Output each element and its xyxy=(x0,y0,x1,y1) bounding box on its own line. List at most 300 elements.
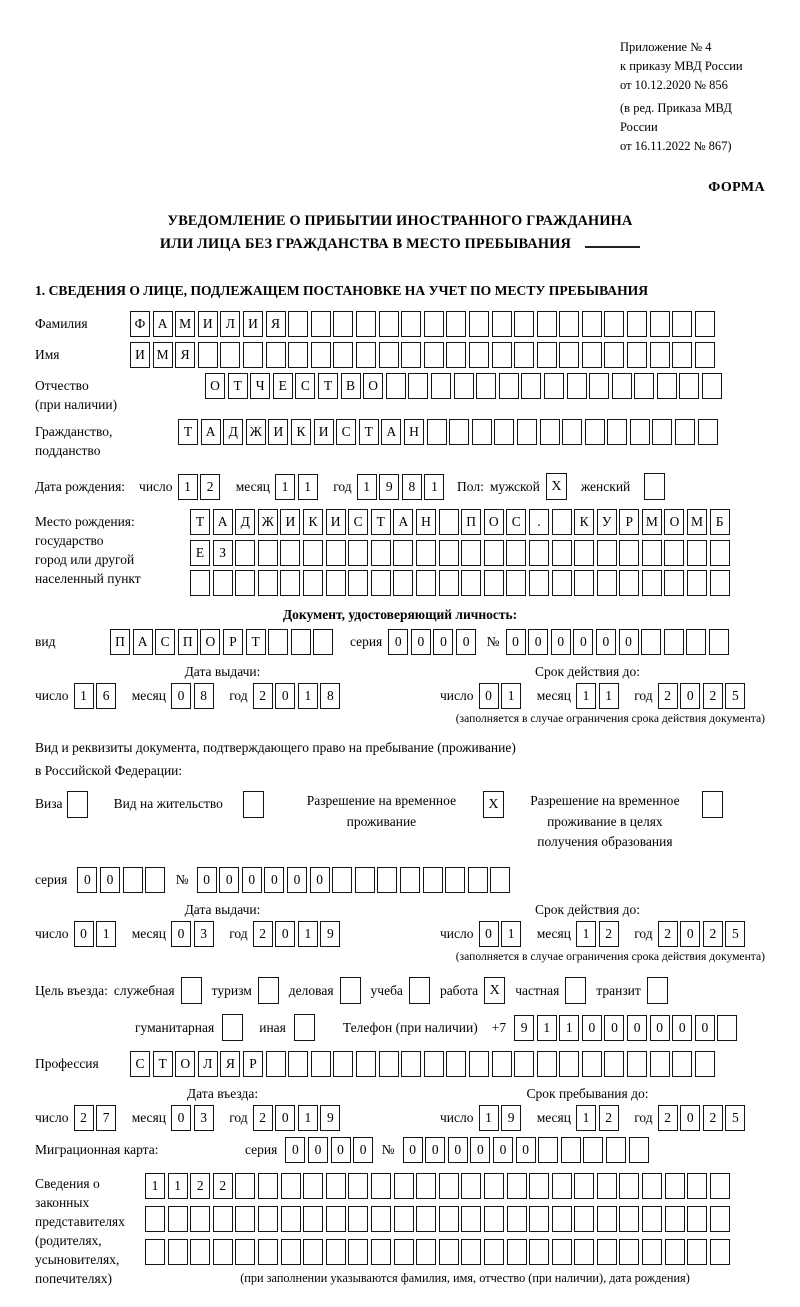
birthplace-cells-1[interactable] xyxy=(190,509,732,535)
migration-number-cells[interactable] xyxy=(403,1137,652,1163)
char-cell[interactable] xyxy=(559,311,579,337)
char-cell[interactable] xyxy=(597,540,617,566)
char-cell[interactable] xyxy=(243,342,263,368)
char-cell[interactable]: И xyxy=(314,419,334,445)
char-cell[interactable] xyxy=(657,373,677,399)
valid-day-cells[interactable] xyxy=(479,683,524,709)
char-cell[interactable] xyxy=(583,1137,603,1163)
char-cell[interactable]: Р xyxy=(223,629,243,655)
stay-year-cells[interactable] xyxy=(658,1105,748,1131)
char-cell[interactable]: 0 xyxy=(275,921,295,947)
char-cell[interactable] xyxy=(494,419,514,445)
char-cell[interactable]: 0 xyxy=(171,683,191,709)
char-cell[interactable] xyxy=(687,1173,707,1199)
char-cell[interactable]: 1 xyxy=(576,683,596,709)
char-cell[interactable] xyxy=(514,342,534,368)
char-cell[interactable] xyxy=(416,1239,436,1265)
char-cell[interactable]: 0 xyxy=(479,921,499,947)
char-cell[interactable] xyxy=(619,570,639,596)
char-cell[interactable] xyxy=(562,419,582,445)
char-cell[interactable]: 0 xyxy=(506,629,526,655)
char-cell[interactable] xyxy=(484,540,504,566)
representatives-cells-3[interactable] xyxy=(145,1239,745,1265)
char-cell[interactable] xyxy=(619,540,639,566)
char-cell[interactable] xyxy=(446,1051,466,1077)
char-cell[interactable]: Т xyxy=(371,509,391,535)
char-cell[interactable]: 1 xyxy=(298,1105,318,1131)
migration-series-cells[interactable] xyxy=(285,1137,375,1163)
char-cell[interactable] xyxy=(258,1239,278,1265)
char-cell[interactable] xyxy=(348,1239,368,1265)
char-cell[interactable]: 0 xyxy=(680,1105,700,1131)
issue-year-cells[interactable] xyxy=(253,921,343,947)
char-cell[interactable] xyxy=(710,570,730,596)
char-cell[interactable]: Т xyxy=(318,373,338,399)
char-cell[interactable]: Н xyxy=(404,419,424,445)
char-cell[interactable]: 0 xyxy=(331,1137,351,1163)
char-cell[interactable] xyxy=(484,570,504,596)
char-cell[interactable]: 5 xyxy=(725,683,745,709)
char-cell[interactable] xyxy=(401,1051,421,1077)
birth-month-cells[interactable] xyxy=(275,474,320,500)
char-cell[interactable] xyxy=(439,1206,459,1232)
char-cell[interactable] xyxy=(606,1137,626,1163)
char-cell[interactable] xyxy=(559,342,579,368)
char-cell[interactable] xyxy=(698,419,718,445)
char-cell[interactable]: 0 xyxy=(242,867,262,893)
char-cell[interactable] xyxy=(303,540,323,566)
char-cell[interactable]: К xyxy=(291,419,311,445)
char-cell[interactable]: 0 xyxy=(573,629,593,655)
valid-month-cells[interactable] xyxy=(576,921,621,947)
char-cell[interactable] xyxy=(332,867,352,893)
char-cell[interactable]: 0 xyxy=(287,867,307,893)
char-cell[interactable] xyxy=(619,1173,639,1199)
char-cell[interactable]: Р xyxy=(619,509,639,535)
char-cell[interactable] xyxy=(416,540,436,566)
char-cell[interactable]: Д xyxy=(223,419,243,445)
char-cell[interactable] xyxy=(506,570,526,596)
char-cell[interactable]: 2 xyxy=(74,1105,94,1131)
char-cell[interactable] xyxy=(604,1051,624,1077)
char-cell[interactable]: 1 xyxy=(298,921,318,947)
char-cell[interactable] xyxy=(235,1206,255,1232)
char-cell[interactable] xyxy=(213,1206,233,1232)
char-cell[interactable] xyxy=(552,1239,572,1265)
char-cell[interactable] xyxy=(393,570,413,596)
char-cell[interactable] xyxy=(424,1051,444,1077)
char-cell[interactable] xyxy=(507,1239,527,1265)
char-cell[interactable] xyxy=(664,540,684,566)
char-cell[interactable]: О xyxy=(363,373,383,399)
char-cell[interactable] xyxy=(326,1239,346,1265)
char-cell[interactable] xyxy=(461,1173,481,1199)
char-cell[interactable] xyxy=(672,311,692,337)
char-cell[interactable]: 2 xyxy=(200,474,220,500)
char-cell[interactable]: 1 xyxy=(501,683,521,709)
name-cells[interactable] xyxy=(130,342,717,368)
char-cell[interactable] xyxy=(449,419,469,445)
char-cell[interactable] xyxy=(423,867,443,893)
char-cell[interactable]: А xyxy=(153,311,173,337)
char-cell[interactable]: 2 xyxy=(190,1173,210,1199)
char-cell[interactable] xyxy=(431,373,451,399)
char-cell[interactable] xyxy=(439,540,459,566)
char-cell[interactable] xyxy=(377,867,397,893)
char-cell[interactable]: 0 xyxy=(433,629,453,655)
char-cell[interactable]: 0 xyxy=(493,1137,513,1163)
birth-day-cells[interactable] xyxy=(178,474,223,500)
char-cell[interactable] xyxy=(303,1239,323,1265)
char-cell[interactable]: О xyxy=(484,509,504,535)
char-cell[interactable]: 0 xyxy=(308,1137,328,1163)
char-cell[interactable]: С xyxy=(336,419,356,445)
char-cell[interactable] xyxy=(445,867,465,893)
char-cell[interactable] xyxy=(213,570,233,596)
checkbox-tourism[interactable] xyxy=(258,977,279,1004)
char-cell[interactable] xyxy=(544,373,564,399)
char-cell[interactable] xyxy=(574,570,594,596)
char-cell[interactable]: Л xyxy=(220,311,240,337)
char-cell[interactable]: П xyxy=(178,629,198,655)
birth-year-cells[interactable] xyxy=(357,474,447,500)
char-cell[interactable] xyxy=(266,342,286,368)
checkbox-visa[interactable] xyxy=(67,791,88,818)
checkbox-other[interactable] xyxy=(294,1014,315,1041)
char-cell[interactable]: 0 xyxy=(74,921,94,947)
char-cell[interactable] xyxy=(198,342,218,368)
char-cell[interactable] xyxy=(514,1051,534,1077)
char-cell[interactable] xyxy=(597,1173,617,1199)
char-cell[interactable]: 0 xyxy=(197,867,217,893)
char-cell[interactable] xyxy=(235,1173,255,1199)
char-cell[interactable]: А xyxy=(133,629,153,655)
char-cell[interactable] xyxy=(529,1206,549,1232)
char-cell[interactable]: 1 xyxy=(537,1015,557,1041)
char-cell[interactable] xyxy=(582,311,602,337)
char-cell[interactable] xyxy=(499,373,519,399)
char-cell[interactable]: 3 xyxy=(194,921,214,947)
char-cell[interactable]: 1 xyxy=(576,1105,596,1131)
char-cell[interactable] xyxy=(446,342,466,368)
char-cell[interactable] xyxy=(303,1173,323,1199)
char-cell[interactable]: С xyxy=(295,373,315,399)
representatives-cells-2[interactable] xyxy=(145,1206,745,1232)
char-cell[interactable] xyxy=(582,1051,602,1077)
char-cell[interactable]: 0 xyxy=(448,1137,468,1163)
char-cell[interactable]: А xyxy=(213,509,233,535)
char-cell[interactable]: А xyxy=(393,509,413,535)
char-cell[interactable] xyxy=(145,1206,165,1232)
char-cell[interactable] xyxy=(574,1239,594,1265)
char-cell[interactable] xyxy=(717,1015,737,1041)
checkbox-transit[interactable] xyxy=(647,977,668,1004)
char-cell[interactable]: 2 xyxy=(213,1173,233,1199)
char-cell[interactable]: 0 xyxy=(100,867,120,893)
char-cell[interactable] xyxy=(687,540,707,566)
char-cell[interactable] xyxy=(507,1206,527,1232)
char-cell[interactable]: 0 xyxy=(650,1015,670,1041)
valid-year-cells[interactable] xyxy=(658,921,748,947)
char-cell[interactable]: У xyxy=(597,509,617,535)
char-cell[interactable] xyxy=(401,311,421,337)
char-cell[interactable] xyxy=(356,1051,376,1077)
char-cell[interactable]: О xyxy=(205,373,225,399)
char-cell[interactable] xyxy=(356,311,376,337)
stay-day-cells[interactable] xyxy=(479,1105,524,1131)
birthplace-cells-2[interactable] xyxy=(190,540,732,566)
entry-month-cells[interactable] xyxy=(171,1105,216,1131)
char-cell[interactable] xyxy=(552,509,572,535)
char-cell[interactable] xyxy=(268,629,288,655)
char-cell[interactable]: И xyxy=(198,311,218,337)
char-cell[interactable] xyxy=(686,629,706,655)
issue-day-cells[interactable] xyxy=(74,921,119,947)
char-cell[interactable]: 0 xyxy=(456,629,476,655)
char-cell[interactable] xyxy=(333,342,353,368)
char-cell[interactable] xyxy=(629,1137,649,1163)
char-cell[interactable]: 0 xyxy=(425,1137,445,1163)
char-cell[interactable] xyxy=(258,1206,278,1232)
char-cell[interactable]: Ф xyxy=(130,311,150,337)
char-cell[interactable]: 1 xyxy=(298,474,318,500)
char-cell[interactable]: З xyxy=(213,540,233,566)
char-cell[interactable]: 0 xyxy=(219,867,239,893)
char-cell[interactable]: 0 xyxy=(528,629,548,655)
char-cell[interactable] xyxy=(168,1239,188,1265)
char-cell[interactable] xyxy=(371,1173,391,1199)
char-cell[interactable]: И xyxy=(243,311,263,337)
char-cell[interactable] xyxy=(235,1239,255,1265)
char-cell[interactable] xyxy=(220,342,240,368)
char-cell[interactable] xyxy=(439,570,459,596)
char-cell[interactable] xyxy=(190,1206,210,1232)
char-cell[interactable] xyxy=(552,540,572,566)
char-cell[interactable] xyxy=(266,1051,286,1077)
char-cell[interactable] xyxy=(213,1239,233,1265)
char-cell[interactable] xyxy=(709,629,729,655)
valid-month-cells[interactable] xyxy=(576,683,621,709)
char-cell[interactable] xyxy=(123,867,143,893)
char-cell[interactable]: 0 xyxy=(516,1137,536,1163)
char-cell[interactable] xyxy=(642,1173,662,1199)
char-cell[interactable]: 0 xyxy=(77,867,97,893)
valid-year-cells[interactable] xyxy=(658,683,748,709)
char-cell[interactable]: 1 xyxy=(357,474,377,500)
phone-cells[interactable] xyxy=(514,1015,740,1041)
char-cell[interactable] xyxy=(710,1173,730,1199)
char-cell[interactable] xyxy=(630,419,650,445)
char-cell[interactable]: 9 xyxy=(379,474,399,500)
doc-series-cells[interactable] xyxy=(388,629,478,655)
char-cell[interactable] xyxy=(650,1051,670,1077)
char-cell[interactable]: 0 xyxy=(582,1015,602,1041)
entry-year-cells[interactable] xyxy=(253,1105,343,1131)
char-cell[interactable]: О xyxy=(200,629,220,655)
char-cell[interactable]: 7 xyxy=(96,1105,116,1131)
checkbox-business[interactable] xyxy=(340,977,361,1004)
char-cell[interactable] xyxy=(664,570,684,596)
char-cell[interactable] xyxy=(490,867,510,893)
char-cell[interactable] xyxy=(619,1206,639,1232)
char-cell[interactable]: 1 xyxy=(479,1105,499,1131)
char-cell[interactable]: И xyxy=(280,509,300,535)
char-cell[interactable]: Е xyxy=(190,540,210,566)
char-cell[interactable] xyxy=(348,540,368,566)
char-cell[interactable]: 8 xyxy=(194,683,214,709)
issue-day-cells[interactable] xyxy=(74,683,119,709)
char-cell[interactable]: 0 xyxy=(310,867,330,893)
char-cell[interactable]: 2 xyxy=(703,683,723,709)
char-cell[interactable]: 1 xyxy=(559,1015,579,1041)
char-cell[interactable]: 3 xyxy=(194,1105,214,1131)
checkbox-female[interactable] xyxy=(644,473,665,500)
char-cell[interactable] xyxy=(145,1239,165,1265)
char-cell[interactable]: А xyxy=(381,419,401,445)
char-cell[interactable] xyxy=(537,1051,557,1077)
char-cell[interactable]: 0 xyxy=(604,1015,624,1041)
char-cell[interactable]: 0 xyxy=(285,1137,305,1163)
char-cell[interactable]: 0 xyxy=(551,629,571,655)
char-cell[interactable] xyxy=(540,419,560,445)
char-cell[interactable] xyxy=(627,342,647,368)
char-cell[interactable] xyxy=(642,540,662,566)
char-cell[interactable] xyxy=(461,570,481,596)
char-cell[interactable] xyxy=(650,342,670,368)
char-cell[interactable]: Т xyxy=(246,629,266,655)
char-cell[interactable] xyxy=(679,373,699,399)
char-cell[interactable] xyxy=(665,1239,685,1265)
char-cell[interactable]: Д xyxy=(235,509,255,535)
char-cell[interactable] xyxy=(348,570,368,596)
char-cell[interactable] xyxy=(258,570,278,596)
char-cell[interactable]: Т xyxy=(228,373,248,399)
char-cell[interactable]: Р xyxy=(243,1051,263,1077)
char-cell[interactable] xyxy=(416,570,436,596)
char-cell[interactable] xyxy=(356,342,376,368)
char-cell[interactable] xyxy=(597,570,617,596)
char-cell[interactable] xyxy=(258,540,278,566)
char-cell[interactable]: 2 xyxy=(599,1105,619,1131)
char-cell[interactable] xyxy=(394,1239,414,1265)
char-cell[interactable] xyxy=(416,1206,436,1232)
char-cell[interactable]: 0 xyxy=(264,867,284,893)
char-cell[interactable] xyxy=(604,342,624,368)
char-cell[interactable] xyxy=(484,1239,504,1265)
char-cell[interactable] xyxy=(258,1173,278,1199)
char-cell[interactable]: 1 xyxy=(576,921,596,947)
char-cell[interactable] xyxy=(627,311,647,337)
char-cell[interactable] xyxy=(672,1051,692,1077)
issue-month-cells[interactable] xyxy=(171,921,216,947)
char-cell[interactable] xyxy=(484,1173,504,1199)
char-cell[interactable] xyxy=(461,1206,481,1232)
char-cell[interactable] xyxy=(664,629,684,655)
char-cell[interactable]: С xyxy=(155,629,175,655)
char-cell[interactable]: . xyxy=(529,509,549,535)
char-cell[interactable]: Н xyxy=(416,509,436,535)
char-cell[interactable] xyxy=(710,1239,730,1265)
char-cell[interactable] xyxy=(393,540,413,566)
char-cell[interactable] xyxy=(529,1173,549,1199)
char-cell[interactable] xyxy=(394,1173,414,1199)
char-cell[interactable]: 2 xyxy=(658,683,678,709)
char-cell[interactable] xyxy=(619,1239,639,1265)
char-cell[interactable] xyxy=(303,1206,323,1232)
char-cell[interactable] xyxy=(311,342,331,368)
checkbox-residence-permit[interactable] xyxy=(243,791,264,818)
char-cell[interactable] xyxy=(288,342,308,368)
char-cell[interactable]: Б xyxy=(710,509,730,535)
char-cell[interactable] xyxy=(538,1137,558,1163)
permit-series-cells[interactable] xyxy=(77,867,167,893)
char-cell[interactable] xyxy=(589,373,609,399)
char-cell[interactable] xyxy=(469,342,489,368)
char-cell[interactable]: 0 xyxy=(680,683,700,709)
char-cell[interactable]: 1 xyxy=(74,683,94,709)
char-cell[interactable] xyxy=(695,311,715,337)
char-cell[interactable] xyxy=(371,1239,391,1265)
checkbox-male[interactable]: X xyxy=(546,473,567,500)
checkbox-work[interactable]: X xyxy=(484,977,505,1004)
char-cell[interactable]: П xyxy=(461,509,481,535)
char-cell[interactable] xyxy=(537,342,557,368)
char-cell[interactable] xyxy=(333,1051,353,1077)
char-cell[interactable]: 1 xyxy=(501,921,521,947)
char-cell[interactable] xyxy=(687,1239,707,1265)
char-cell[interactable]: 8 xyxy=(320,683,340,709)
char-cell[interactable]: 2 xyxy=(599,921,619,947)
char-cell[interactable] xyxy=(311,1051,331,1077)
char-cell[interactable] xyxy=(371,570,391,596)
char-cell[interactable] xyxy=(235,570,255,596)
char-cell[interactable]: 0 xyxy=(388,629,408,655)
char-cell[interactable]: О xyxy=(175,1051,195,1077)
char-cell[interactable] xyxy=(476,373,496,399)
char-cell[interactable] xyxy=(469,311,489,337)
char-cell[interactable] xyxy=(607,419,627,445)
char-cell[interactable] xyxy=(652,419,672,445)
char-cell[interactable] xyxy=(439,509,459,535)
char-cell[interactable]: 1 xyxy=(178,474,198,500)
char-cell[interactable]: Ж xyxy=(258,509,278,535)
char-cell[interactable] xyxy=(326,570,346,596)
char-cell[interactable]: И xyxy=(326,509,346,535)
char-cell[interactable] xyxy=(355,867,375,893)
char-cell[interactable]: 0 xyxy=(596,629,616,655)
char-cell[interactable]: 5 xyxy=(725,1105,745,1131)
char-cell[interactable]: Л xyxy=(198,1051,218,1077)
char-cell[interactable] xyxy=(710,540,730,566)
char-cell[interactable]: Т xyxy=(153,1051,173,1077)
char-cell[interactable] xyxy=(552,1206,572,1232)
char-cell[interactable] xyxy=(514,311,534,337)
char-cell[interactable]: 5 xyxy=(725,921,745,947)
doc-number-cells[interactable] xyxy=(506,629,732,655)
char-cell[interactable] xyxy=(492,311,512,337)
char-cell[interactable] xyxy=(604,311,624,337)
char-cell[interactable] xyxy=(461,1239,481,1265)
char-cell[interactable] xyxy=(492,342,512,368)
char-cell[interactable] xyxy=(348,1173,368,1199)
char-cell[interactable] xyxy=(642,1206,662,1232)
char-cell[interactable] xyxy=(552,570,572,596)
stay-month-cells[interactable] xyxy=(576,1105,621,1131)
char-cell[interactable] xyxy=(291,629,311,655)
char-cell[interactable] xyxy=(612,373,632,399)
char-cell[interactable] xyxy=(472,419,492,445)
char-cell[interactable] xyxy=(408,373,428,399)
